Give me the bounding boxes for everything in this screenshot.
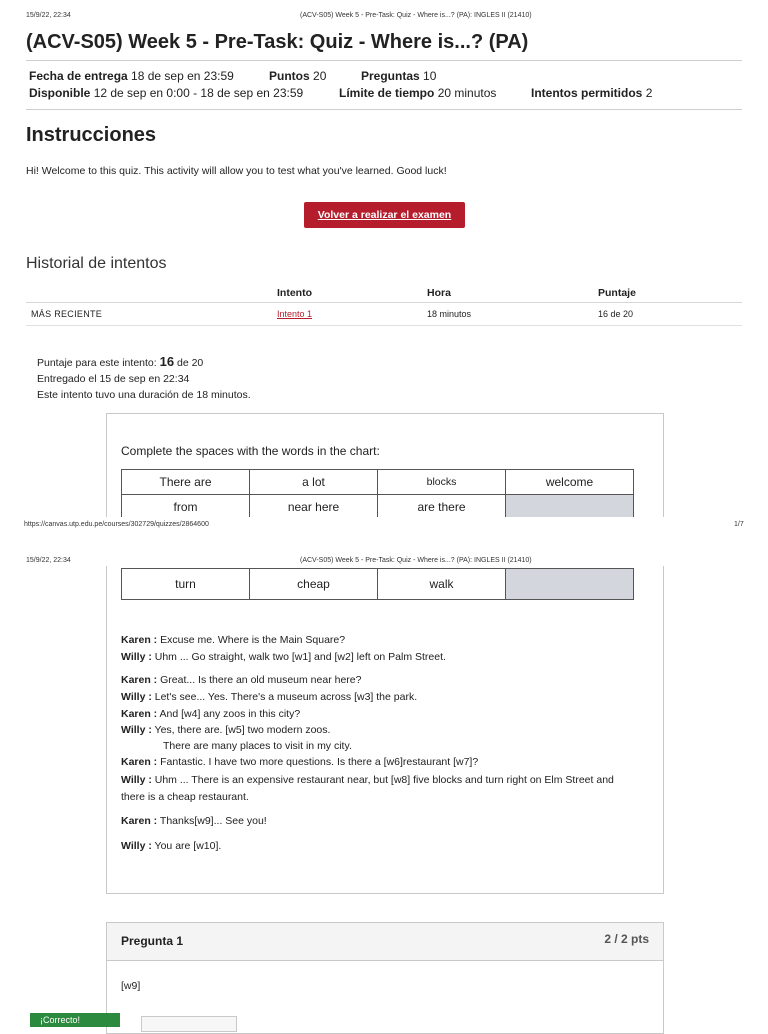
history-header-attempt: Intento bbox=[277, 287, 312, 299]
word-cell: a lot bbox=[250, 470, 378, 495]
word-chart-row bbox=[122, 495, 634, 520]
history-heading: Historial de intentos bbox=[26, 255, 167, 272]
dialogue-text: Great... Is there an old museum near here? bbox=[157, 674, 362, 686]
history-row-attempt-link[interactable] bbox=[277, 309, 312, 319]
correct-tag: ¡Correcto! bbox=[30, 1013, 120, 1027]
word-chart-page1 bbox=[121, 469, 634, 520]
word-cell: walk bbox=[378, 569, 506, 600]
dialogue-text: Uhm ... Go straight, walk two [w1] and [w2] left on Palm Street. bbox=[151, 651, 446, 663]
speaker-label: Willy : bbox=[121, 651, 152, 663]
word-chart-row bbox=[122, 470, 634, 495]
history-row-divider bbox=[26, 325, 742, 326]
dialogue-line bbox=[121, 672, 361, 688]
time-limit-value: 20 minutos bbox=[437, 86, 497, 100]
questions-value: 10 bbox=[423, 69, 437, 83]
print-footer-page: 1/7 bbox=[734, 521, 744, 528]
submitted-text: Entregado el 15 de sep en 22:34 bbox=[37, 373, 190, 385]
score-suffix: de 20 bbox=[174, 357, 204, 369]
answer-field[interactable] bbox=[141, 1016, 237, 1032]
word-cell: blocks bbox=[378, 470, 506, 495]
word-cell: welcome bbox=[506, 470, 634, 495]
word-cell-empty bbox=[506, 495, 634, 520]
print-header-title: (ACV-S05) Week 5 - Pre-Task: Quiz - Where is...? (PA): INGLES II (21410) bbox=[300, 12, 532, 19]
dialogue-line bbox=[121, 722, 330, 738]
word-cell: cheap bbox=[250, 569, 378, 600]
dialogue-line bbox=[121, 754, 478, 770]
history-header-score: Puntaje bbox=[598, 287, 636, 299]
available-value: 12 de sep en 0:00 - 18 de sep en 23:59 bbox=[93, 86, 304, 100]
quiz-title: (ACV-S05) Week 5 - Pre-Task: Quiz - Where is...? (PA) bbox=[26, 31, 529, 53]
dialogue-line bbox=[121, 632, 345, 648]
history-row-score: 16 de 20 bbox=[598, 309, 634, 319]
dialogue-text: Yes, there are. [w5] two modern zoos. bbox=[151, 724, 331, 736]
dialogue-text: And [w4] any zoos in this city? bbox=[157, 708, 301, 720]
meta-divider bbox=[26, 109, 742, 110]
meta-questions bbox=[361, 69, 436, 83]
word-chart-page2 bbox=[121, 568, 634, 600]
dialogue-text: There are many places to visit in my city. bbox=[163, 740, 352, 752]
speaker-label: Karen : bbox=[121, 756, 158, 768]
speaker-label: Karen : bbox=[121, 634, 158, 646]
dialogue-text: Fantastic. I have two more questions. Is there a [w6]restaurant [w7]? bbox=[157, 756, 479, 768]
question-1-header bbox=[107, 923, 663, 961]
retake-quiz-button[interactable]: Volver a realizar el examen bbox=[304, 202, 465, 228]
attempts-value: 2 bbox=[645, 86, 653, 100]
question-1-title: Pregunta 1 bbox=[121, 934, 184, 948]
speaker-label: Willy : bbox=[121, 840, 152, 852]
score-value: 16 bbox=[159, 354, 175, 369]
dialogue-text: there is a cheap restaurant. bbox=[121, 791, 249, 803]
quiz-prompt: Complete the spaces with the words in the chart: bbox=[121, 444, 380, 458]
points-value: 20 bbox=[313, 69, 327, 83]
print-header-datetime: 15/9/22, 22:34 bbox=[26, 12, 71, 19]
meta-due bbox=[29, 69, 234, 83]
score-prefix: Puntaje para este intento: bbox=[37, 357, 160, 369]
dialogue-text: Thanks[w9]... See you! bbox=[157, 815, 267, 827]
speaker-label: Willy : bbox=[121, 691, 152, 703]
due-value: 18 de sep en 23:59 bbox=[131, 69, 234, 83]
attempts-label: Intentos permitidos bbox=[531, 86, 643, 100]
speaker-label: Willy : bbox=[121, 724, 152, 736]
history-row-time: 18 minutos bbox=[427, 309, 472, 319]
meta-points bbox=[269, 69, 326, 83]
dialogue-line bbox=[121, 789, 249, 805]
question-1-points: 2 / 2 pts bbox=[604, 932, 649, 946]
word-cell: near here bbox=[250, 495, 378, 520]
word-cell: from bbox=[122, 495, 250, 520]
question-1-body: [w9] bbox=[121, 980, 141, 992]
print-footer-url: https://canvas.utp.edu.pe/courses/302729/quizzes/2864600 bbox=[24, 521, 209, 528]
dialogue-line bbox=[121, 772, 614, 788]
dialogue-text: Uhm ... There is an expensive restaurant near, but [w8] five blocks and turn right on Elm Street and bbox=[151, 774, 614, 786]
dialogue-text: You are [w10]. bbox=[151, 840, 222, 852]
print-header-datetime-2: 15/9/22, 22:34 bbox=[26, 557, 71, 564]
dialogue-line bbox=[163, 738, 352, 754]
attempt-score bbox=[37, 354, 203, 369]
print-header-title-2: (ACV-S05) Week 5 - Pre-Task: Quiz - Where is...? (PA): INGLES II (21410) bbox=[300, 557, 532, 564]
word-cell: turn bbox=[122, 569, 250, 600]
points-label: Puntos bbox=[269, 69, 310, 83]
history-header-divider bbox=[26, 302, 742, 303]
dialogue-line bbox=[121, 838, 221, 854]
questions-label: Preguntas bbox=[361, 69, 420, 83]
word-cell-empty bbox=[506, 569, 634, 600]
dialogue-text: Let's see... Yes. There's a museum across [w3] the park. bbox=[151, 691, 418, 703]
meta-time-limit bbox=[339, 86, 496, 100]
due-label: Fecha de entrega bbox=[29, 69, 128, 83]
instructions-text: Hi! Welcome to this quiz. This activity will allow you to test what you've learned. Good luck! bbox=[26, 165, 447, 177]
dialogue-line bbox=[121, 813, 267, 829]
history-row-label: MÁS RECIENTE bbox=[31, 309, 103, 319]
dialogue-text: Excuse me. Where is the Main Square? bbox=[157, 634, 346, 646]
history-header-time: Hora bbox=[427, 287, 451, 299]
correct-tag-arrow bbox=[110, 1013, 118, 1027]
speaker-label: Karen : bbox=[121, 708, 158, 720]
word-chart-row bbox=[122, 569, 634, 600]
meta-attempts bbox=[531, 86, 652, 100]
dialogue-line bbox=[121, 689, 417, 705]
dialogue-line bbox=[121, 706, 300, 722]
word-cell: There are bbox=[122, 470, 250, 495]
word-cell: are there bbox=[378, 495, 506, 520]
speaker-label: Karen : bbox=[121, 815, 158, 827]
speaker-label: Karen : bbox=[121, 674, 158, 686]
dialogue-line bbox=[121, 649, 446, 665]
duration-text: Este intento tuvo una duración de 18 minutos. bbox=[37, 389, 251, 401]
instructions-heading: Instrucciones bbox=[26, 124, 157, 146]
available-label: Disponible bbox=[29, 86, 91, 100]
attempt-link-text[interactable]: Intento 1 bbox=[277, 309, 313, 319]
speaker-label: Willy : bbox=[121, 774, 152, 786]
time-limit-label: Límite de tiempo bbox=[339, 86, 435, 100]
title-divider bbox=[26, 60, 742, 61]
meta-available bbox=[29, 86, 303, 100]
